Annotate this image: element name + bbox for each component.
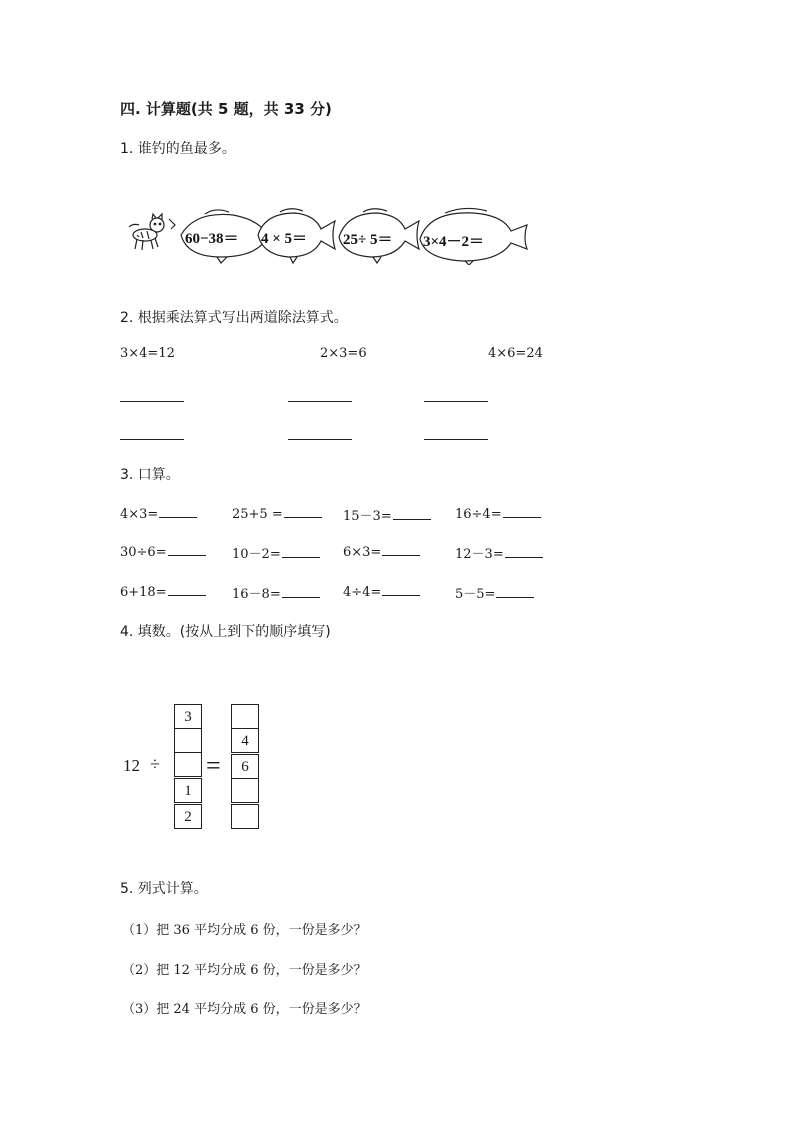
section-title: 四. 计算题(共 5 题，共 33 分) (120, 100, 332, 118)
oral-calc-item[interactable]: 25+5 = (232, 505, 322, 522)
answer-line[interactable] (288, 401, 352, 402)
oral-calc-item[interactable]: 6×3= (343, 543, 420, 560)
oral-calc-item[interactable]: 16÷4= (455, 505, 541, 522)
divisor-cell[interactable] (174, 752, 202, 777)
q3-title: 3. 口算。 (120, 467, 180, 483)
quotient-cell[interactable] (231, 804, 259, 829)
q2-title: 2. 根据乘法算式写出两道除法算式。 (120, 310, 348, 326)
q1-title: 1. 谁钓的鱼最多。 (120, 141, 236, 157)
oral-calc-item[interactable]: 5－5= (455, 583, 534, 602)
fish-illustration (125, 205, 535, 265)
oral-calc-item[interactable]: 12－3= (455, 543, 543, 562)
q5-item-2: （2）把 12 平均分成 6 份，一份是多少？ (122, 963, 367, 978)
oral-calc-item[interactable]: 30÷6= (120, 543, 206, 560)
fish-3-expr: 25÷ 5＝ (343, 232, 393, 248)
divisor-cell[interactable]: 2 (174, 804, 202, 829)
answer-line[interactable] (424, 401, 488, 402)
oral-calc-item[interactable]: 16－8= (232, 583, 320, 602)
answer-line[interactable] (288, 439, 352, 440)
fish-4-expr: 3×4－2＝ (423, 234, 485, 250)
oral-calc-item[interactable]: 10－2= (232, 543, 320, 562)
divisor-cell[interactable]: 3 (174, 704, 202, 729)
divisor-cell[interactable] (174, 728, 202, 753)
q4-title: 4. 填数。(按从上到下的顺序填写) (120, 624, 331, 640)
q5-title: 5. 列式计算。 (120, 881, 208, 897)
divide-sign: ÷ (150, 754, 160, 774)
q5-item-3: （3）把 24 平均分成 6 份，一份是多少？ (122, 1002, 367, 1017)
answer-line[interactable] (120, 401, 184, 402)
quotient-cell[interactable] (231, 778, 259, 803)
oral-calc-item[interactable]: 4×3= (120, 505, 197, 522)
quotient-cell[interactable]: 4 (231, 728, 259, 753)
fish-1-expr: 60−38＝ (185, 231, 239, 247)
equals-sign: = (206, 751, 221, 780)
oral-calc-item[interactable]: 6+18= (120, 583, 206, 600)
q2-equation-3: 4×6=24 (488, 346, 543, 361)
fish-2-expr: 4 × 5＝ (261, 231, 308, 247)
divisor-cell[interactable]: 1 (174, 778, 202, 803)
dividend: 12 (123, 756, 140, 775)
quotient-cell[interactable] (231, 704, 259, 729)
answer-line[interactable] (120, 439, 184, 440)
answer-line[interactable] (424, 439, 488, 440)
q2-equation-2: 2×3=6 (320, 346, 367, 361)
oral-calc-item[interactable]: 15－3= (343, 505, 431, 524)
oral-calc-item[interactable]: 4÷4= (343, 583, 420, 600)
q5-item-1: （1）把 36 平均分成 6 份，一份是多少？ (122, 923, 367, 938)
q2-equation-1: 3×4=12 (120, 346, 175, 361)
quotient-cell[interactable]: 6 (231, 754, 259, 779)
cat-icon (129, 214, 175, 250)
